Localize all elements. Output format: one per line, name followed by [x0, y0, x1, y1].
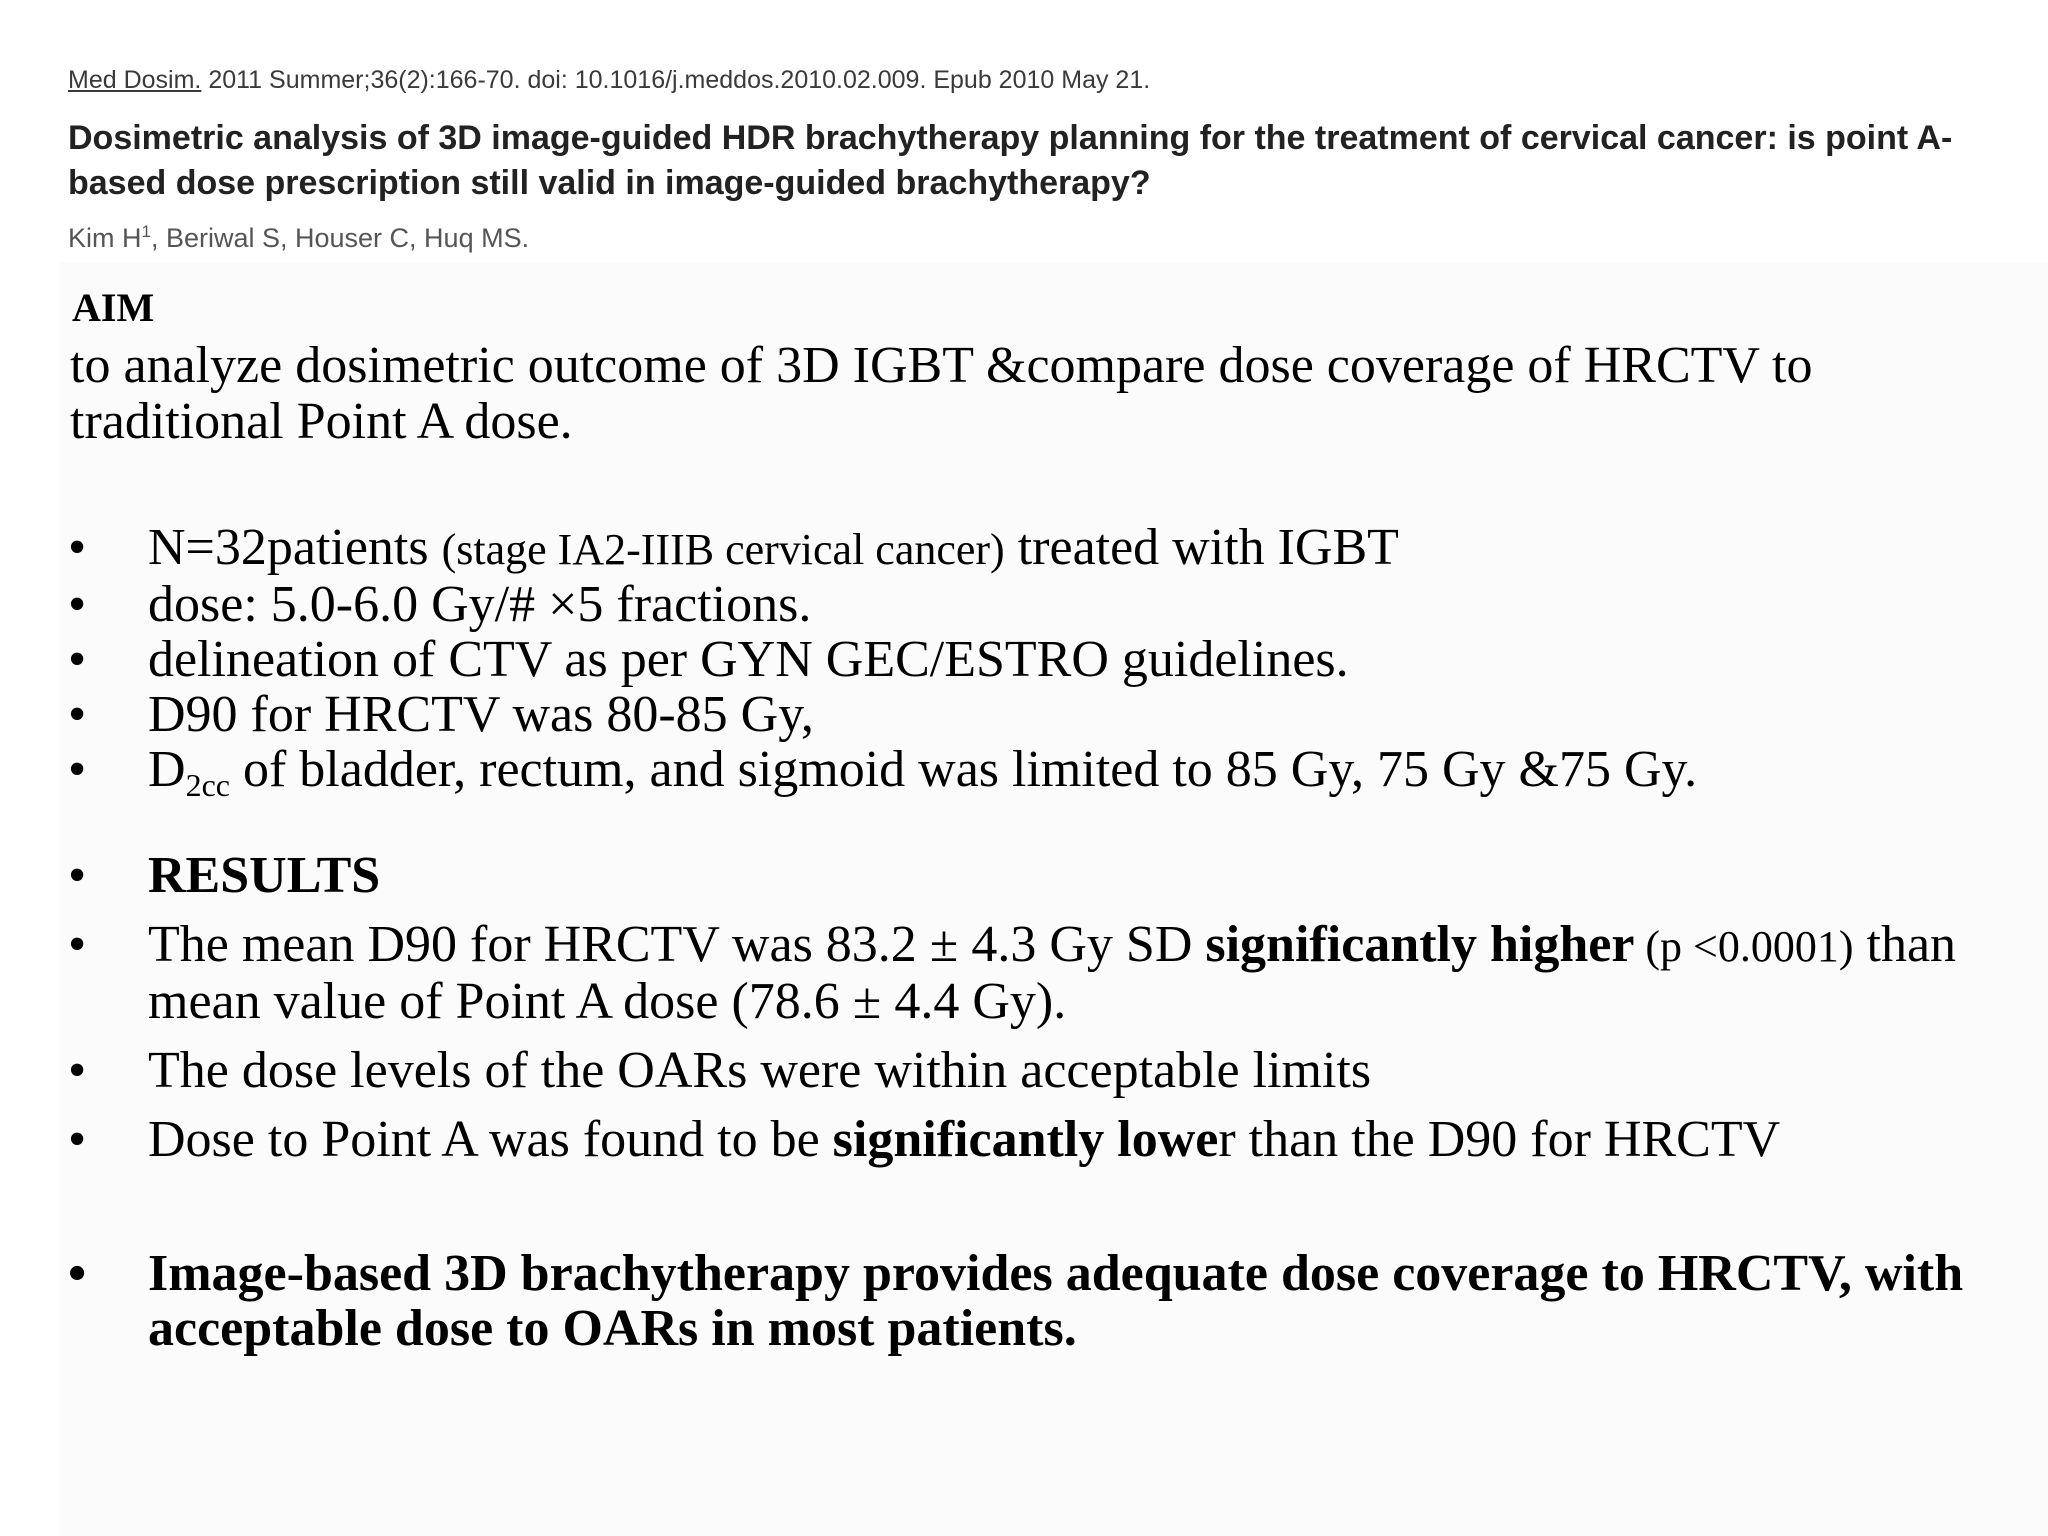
list-item [0, 917, 2048, 1029]
results-r3-a: Dose to Point A was found to be [148, 1111, 833, 1168]
bullet-glyph: • [68, 631, 87, 688]
results-r3-b: r than the D90 for HRCTV [1218, 1111, 1781, 1168]
bullet-glyph: • [68, 916, 87, 973]
aim-heading: AIM [72, 285, 155, 330]
bullet-glyph: • [68, 1111, 87, 1168]
results-r1-b: (p <0.0001) [1634, 922, 1854, 971]
authors-line [68, 222, 529, 254]
conclusion-text: Image-based 3D brachytherapy provides adequate dose coverage to HRCTV, with acceptable dose to OARs in most patients. [148, 1245, 1964, 1357]
methods-b1-b: (stage IA2-IIIB cervical cancer) [441, 525, 1005, 574]
methods-b5-sub: 2cc [185, 767, 230, 803]
list-item [0, 687, 2048, 742]
bullet-glyph: • [68, 741, 87, 798]
conclusion-list [0, 1246, 2048, 1356]
list-item [0, 1112, 2048, 1167]
methods-b1-a: N=32patients [148, 519, 442, 576]
author-first[interactable]: Kim H [68, 223, 142, 253]
results-r1-c: than mean value of Point A dose (78.6 ± 4.4 Gy). [148, 916, 1957, 1030]
bullet-glyph: • [68, 1042, 87, 1099]
methods-list [0, 519, 2048, 803]
bullet-glyph: • [68, 519, 87, 576]
bullet-glyph: • [68, 576, 87, 633]
list-item [0, 632, 2048, 687]
bullet-glyph: • [68, 1245, 87, 1302]
methods-b4: D90 for HRCTV was 80-85 Gy, [148, 686, 814, 743]
results-heading: RESULTS [148, 847, 381, 904]
methods-b2: dose: 5.0-6.0 Gy/# ×5 fractions. [148, 576, 812, 633]
methods-b3: delineation of CTV as per GYN GEC/ESTRO guidelines. [148, 631, 1349, 688]
results-r1-bold: significantly higher [1205, 916, 1635, 973]
methods-b1-c: treated with IGBT [1004, 519, 1399, 576]
results-r3-bold: significantly lowe [832, 1111, 1219, 1168]
results-r2: The dose levels of the OARs were within acceptable limits [148, 1042, 1372, 1099]
journal-link[interactable]: Med Dosim. [68, 66, 202, 94]
methods-b5-a: D [148, 741, 186, 798]
methods-b5-b: of bladder, rectum, and sigmoid was limited to 85 Gy, 75 Gy &75 Gy. [229, 741, 1698, 798]
citation-details: 2011 Summer;36(2):166-70. doi: 10.1016/j.meddos.2010.02.009. Epub 2010 May 21. [208, 66, 1151, 94]
list-item [0, 741, 2048, 803]
list-item [0, 520, 2048, 577]
bullet-glyph: • [68, 686, 87, 743]
list-item [0, 1043, 2048, 1098]
authors-rest[interactable]: , Beriwal S, Houser C, Huq MS. [150, 223, 530, 253]
article-title: Dosimetric analysis of 3D image-guided HDR brachytherapy planning for the treatment of cervical cancer: is point A-based dose prescription still valid in image-guided brachytherapy? [68, 119, 1953, 202]
list-item [0, 577, 2048, 632]
author-affiliation-sup: 1 [141, 222, 151, 241]
list-item [0, 1246, 2048, 1356]
results-r1-a: The mean D90 for HRCTV was 83.2 ± 4.3 Gy SD [148, 916, 1206, 973]
aim-text: to analyze dosimetric outcome of 3D IGBT &compare dose coverage of HRCTV to traditional Point A dose. [70, 337, 1813, 450]
bullet-glyph: • [68, 847, 87, 904]
list-item [0, 848, 2048, 903]
results-list [0, 848, 2048, 1181]
citation-line [68, 66, 1150, 95]
